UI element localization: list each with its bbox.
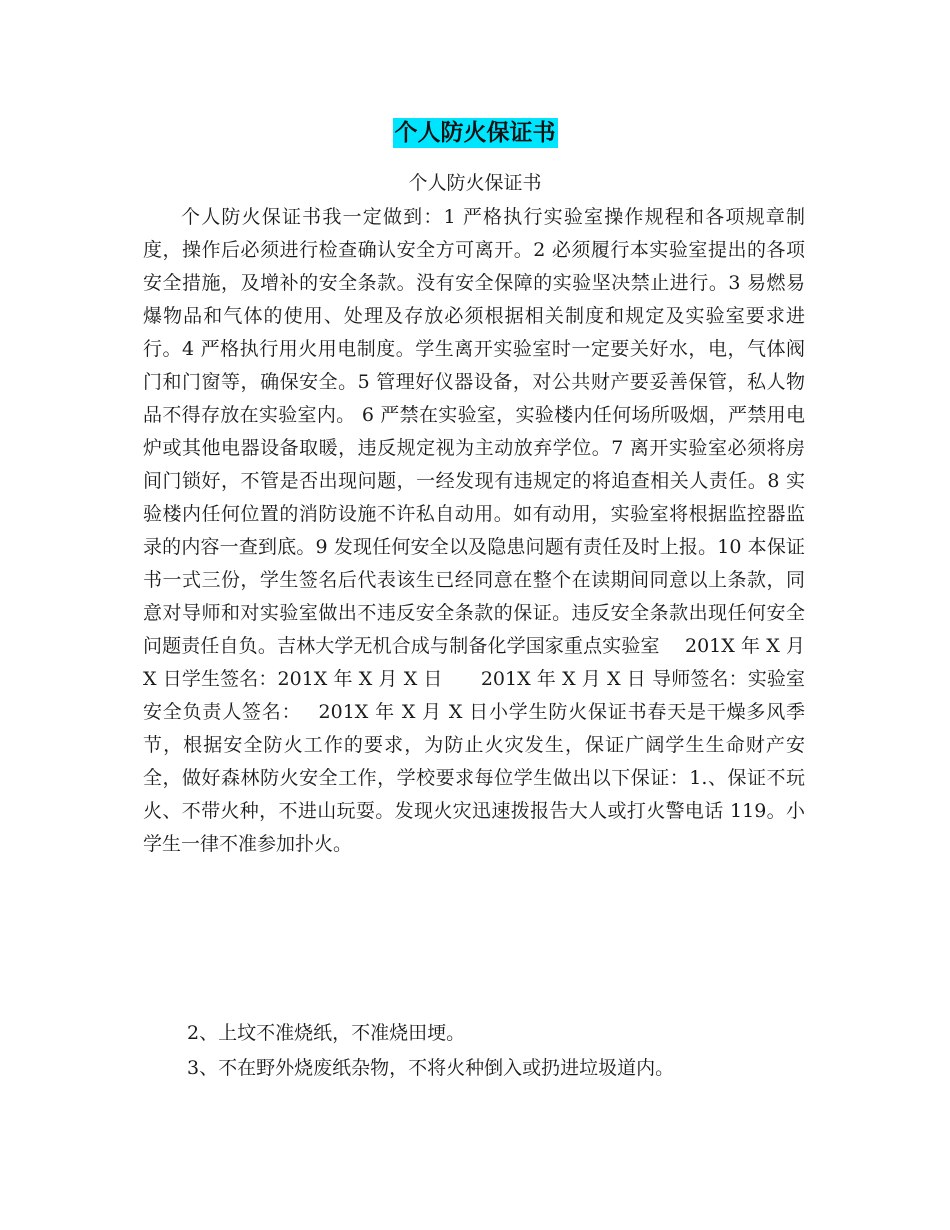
document-subtitle: 个人防火保证书 bbox=[408, 172, 542, 194]
document-title-text: 个人防火保证书 bbox=[394, 120, 556, 146]
document-body-paragraph: 个人防火保证书我一定做到：1 严格执行实验室操作规程和各项规章制度，操作后必须进行检查确认安全方可离开。2 必须履行本实验室提出的各项安全措施，及增补的安全条款。没有安全保障的实验坚决禁止进行。3 易燃易爆物品和气体的使用、处理及存放必须根据相关制度和规定及实验室要求进行。4 严格执行用火用电制度。学生离开实验室时一定要关好水，电，气体阀门和门窗等，确保安全。5 管理好仪器设备，对公共财产要妥善保管，私人物品不得存放在实验室内。 6 严禁在实验室，实验楼内任何场所吸烟，严禁用电炉或其他电器设备取暖，违反规定视为主动放弃学位。7 离开实验室必须将房间门锁好，不管是否出现问题，一经发现有违规定的将追查相关人责任。8 实验楼内任何位置的消防设施不许私自动用。如有动用，实验室将根据监控器监录的内容一查到底。9 发现任何安全以及隐患问题有责任及时上报。10 本保证书一式三份，学生签名后代表该生已经同意在整个在读期间同意以上条款，同意对导师和对实验室做出不违反安全条款的保证。违反安全条款出现任何安全问题责任自负。吉林大学无机合成与制备化学国家重点实验室 201X 年 X 月 X 日学生签名：201X 年 X 月 X 日 201X 年 X 月 X 日 导师签名：实验室安全负责人签名： 201X 年 X 月 X 日小学生防火保证书春天是干燥多风季节，根据安全防火工作的要求，为防止火灾发生，保证广阔学生生命财产安全，做好森林防火安全工作，学校要求每位学生做出以下保证：1.、保证不玩火、不带火种，不进山玩耍。发现火灾迅速拨报告大人或打火警电话 119。小学生一律不准参加扑火。 bbox=[143, 206, 805, 855]
list-item-2: 2、上坟不准烧纸，不准烧田埂。 bbox=[187, 1022, 466, 1044]
document-title bbox=[0, 110, 950, 148]
list-item-3: 3、不在野外烧废纸杂物，不将火种倒入或扔进垃圾道内。 bbox=[187, 1057, 675, 1079]
